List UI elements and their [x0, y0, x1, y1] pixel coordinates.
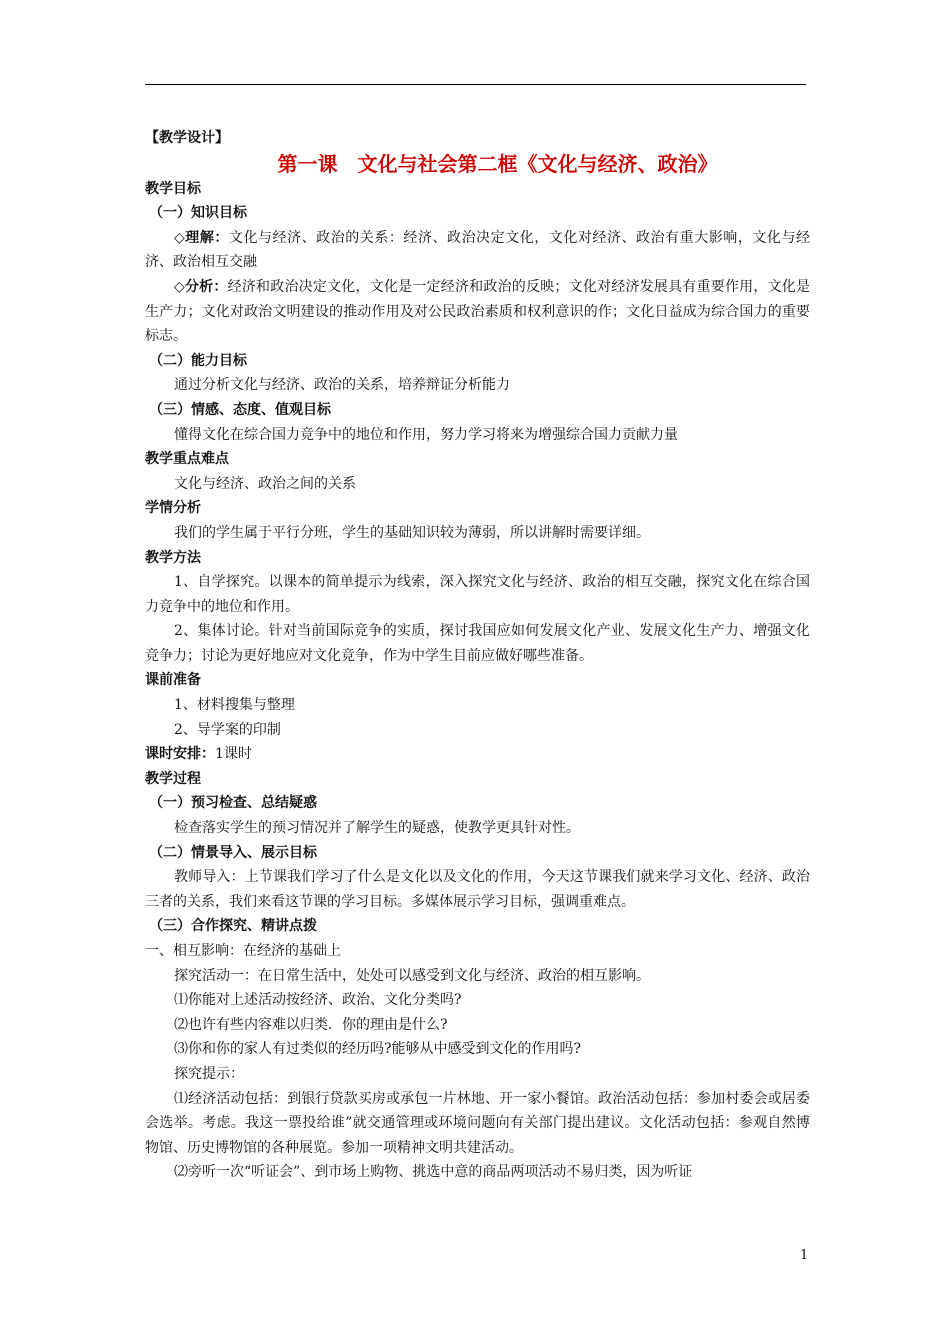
- emotion-text: 懂得文化在综合国力竞争中的地位和作用，努力学习将来为增强综合国力贡献力量: [174, 426, 678, 443]
- understand-label: ◇理解：: [174, 229, 229, 246]
- header-rule: [145, 84, 806, 85]
- time-arrangement: [145, 742, 810, 767]
- question-3: ⑶你和你的家人有过类似的经历吗?能够从中感受到文化的作用吗?: [174, 1041, 582, 1058]
- heading-method: 教学方法: [145, 549, 201, 566]
- p2-text: 教师导入：上节课我们学习了什么是文化以及文化的作用，今天这节课我们就来学习文化、经济、政治三者的关系，我们来看这节课的学习目标。多媒体展示学习目标，强调重难点。: [145, 869, 810, 910]
- hint-1: ⑴经济活动包括：到银行贷款买房或承包一片林地、开一家小餐馆。政治活动包括：参加村委会或居委会选举。考虑。我这一票投给谁”就交通管理或环境问题向有关部门提出建议。文化活动包括：参观自然博物馆、历史博物馆的各种展览。参加一项精神文明共建活动。: [145, 1090, 810, 1156]
- analyze-paragraph: [145, 275, 810, 349]
- document-body: [145, 126, 810, 1185]
- question-2: ⑵也许有些内容难以归类．你的理由是什么?: [174, 1016, 448, 1033]
- prep-2: 2、导学案的印制: [174, 721, 281, 738]
- understand-text: 文化与经济、政治的关系：经济、政治决定文化，文化对经济、政治有重大影响，文化与经济、政治相互交融: [145, 229, 810, 271]
- heading-p1: （一）预习检查、总结疑惑: [149, 795, 317, 812]
- heading-keypoints: 教学重点难点: [145, 451, 229, 468]
- heading-prep: 课前准备: [145, 672, 201, 689]
- analyze-text: 经济和政治决定文化，文化是一定经济和政治的反映；文化对经济发展具有重要作用，文化是生产力；文化对政治文明建设的推动作用及对公民政治素质和权利意识的作；文化日益成为综合国力的重要标志。: [145, 278, 810, 345]
- heading-ability: （二）能力目标: [149, 352, 247, 369]
- time-label: 课时安排：: [145, 746, 215, 763]
- heading-p2: （二）情景导入、展示目标: [149, 844, 317, 861]
- method-1: 1、自学探究。以课本的简单提示为线索，深入探究文化与经济、政治的相互交融，探究文化在综合国力竞争中的地位和作用。: [145, 574, 810, 615]
- understand-paragraph: [145, 226, 810, 275]
- time-value: 1课时: [215, 746, 252, 763]
- question-1: ⑴你能对上述活动按经济、政治、文化分类吗?: [174, 992, 462, 1009]
- heading-student: 学情分析: [145, 500, 201, 517]
- p3-subheading: 一、相互影响：在经济的基础上: [145, 943, 341, 959]
- document-title: 第一课 文化与社会第二框《文化与经济、政治》: [277, 151, 718, 176]
- page-number: 1: [800, 1248, 809, 1263]
- analyze-label: ◇分析：: [174, 278, 228, 295]
- prep-1: 1、材料搜集与整理: [174, 697, 295, 714]
- ability-text: 通过分析文化与经济、政治的关系，培养辩证分析能力: [174, 377, 510, 394]
- method-2: 2、集体讨论。针对当前国际竞争的实质，探讨我国应如何发展文化产业、发展文化生产力、增强文化竞争力；讨论为更好地应对文化竞争，作为中学生目前应做好哪些准备。: [145, 623, 810, 664]
- hint-label: 探究提示：: [174, 1065, 244, 1082]
- heading-goals: 教学目标: [145, 180, 201, 197]
- heading-knowledge: （一）知识目标: [149, 205, 247, 222]
- heading-process: 教学过程: [145, 770, 201, 787]
- p1-text: 检查落实学生的预习情况并了解学生的疑惑，使教学更具针对性。: [174, 820, 580, 837]
- activity-1: 探究活动一：在日常生活中，处处可以感受到文化与经济、政治的相互影响。: [174, 967, 650, 984]
- header-tag: 【教学设计】: [145, 130, 229, 146]
- hint-2: ⑵旁听一次“听证会”、到市场上购物、挑选中意的商品两项活动不易归类，因为听证: [174, 1164, 693, 1181]
- heading-p3: （三）合作探究、精讲点拨: [149, 918, 317, 935]
- heading-emotion: （三）情感、态度、值观目标: [149, 401, 331, 418]
- keypoints-text: 文化与经济、政治之间的关系: [174, 475, 356, 492]
- student-text: 我们的学生属于平行分班，学生的基础知识较为薄弱，所以讲解时需要详细。: [174, 524, 650, 541]
